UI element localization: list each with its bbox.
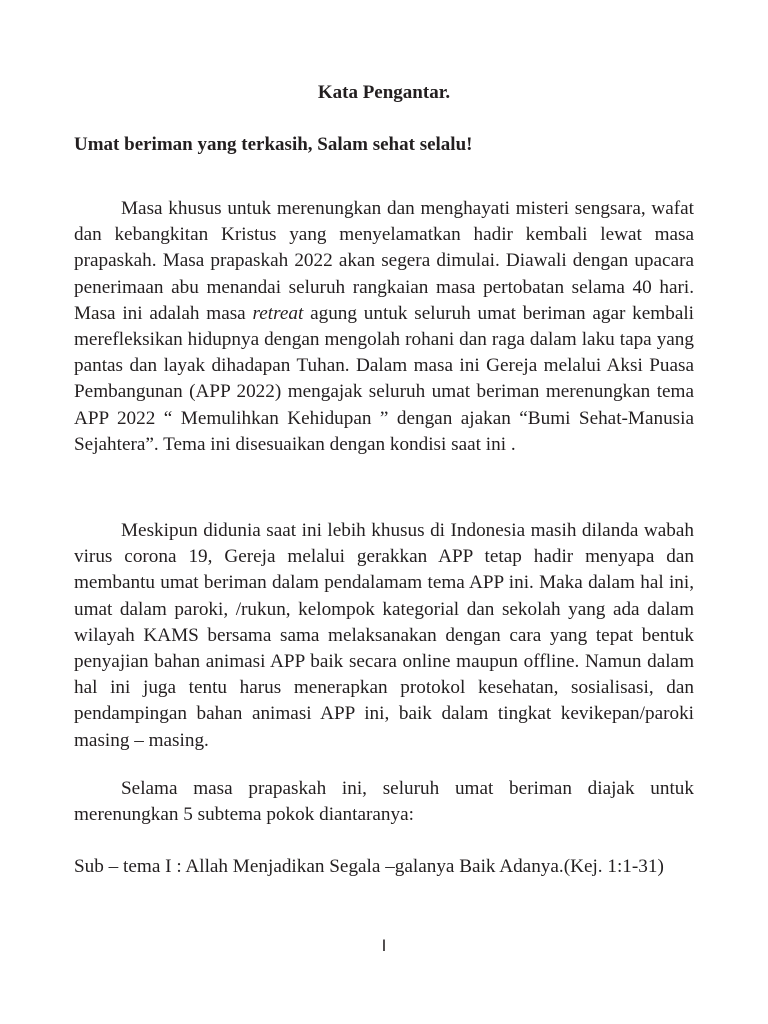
paragraph-intro-text-a: Masa khusus untuk merenungkan dan menghayati misteri sengsara, wafat dan kebangkitan Kristus yang menyelamatkan hadir kembali lewat masa prapaskah. Masa prapaskah 2022 akan segera dimulai. Diawali dengan upacara penerimaan abu menandai seluruh rangkaian masa pertobatan selama 40 hari. Masa ini adalah masa [74,198,694,324]
paragraph-intro-text-b: agung untuk seluruh umat beriman agar kembali merefleksikan hidupnya dengan mengolah rohani dan raga dalam laku tapa yang pantas dan layak dihadapan Tuhan. Dalam masa ini Gereja melalui Aksi Puasa Pembangunan (APP 2022) mengajak seluruh umat beriman merenungkan tema APP 2022 “ Memulihkan Kehidupan ” dengan ajakan “Bumi Sehat-Manusia Sejahtera”. Tema ini disesuaikan dengan kondisi saat ini . [74,302,694,455]
page-number: I [381,936,387,955]
greeting-line: Umat beriman yang terkasih, Salam sehat selalu! [74,134,473,155]
page-title: Kata Pengantar. [317,82,451,103]
retreat-italic-word: retreat [252,302,304,324]
indent-spacer [74,520,121,541]
paragraph-pandemic [74,518,694,754]
paragraph-subthemes-intro [74,776,694,828]
paragraph-pandemic-text: Meskipun didunia saat ini lebih khusus di Indonesia masih dilanda wabah virus corona 19, Gereja melalui gerakkan APP tetap hadir menyapa dan membantu umat beriman dalam pendalamam tema APP ini. Maka dalam hal ini, umat dalam paroki, /rukun, kelompok kategorial dan sekolah yang ada dalam wilayah KAMS bersama sama melaksanakan dengan cara yang tepat bentuk penyajian bahan animasi APP baik secara online maupun offline. Namun dalam hal ini juga tentu harus menerapkan protokol kesehatan, sosialisasi, dan pendampingan bahan animasi APP ini, baik dalam tingkat kevikepan/paroki masing – masing. [74,520,694,751]
indent-spacer [74,778,121,799]
paragraph-intro [74,196,694,458]
subtheme-item-1-text: Sub – tema I : Allah Menjadikan Segala –galanya Baik Adanya.(Kej. 1:1-31) [74,856,664,877]
subtheme-item-1 [74,854,694,880]
indent-spacer [74,198,121,219]
paragraph-subthemes-intro-text: Selama masa prapaskah ini, seluruh umat beriman diajak untuk merenungkan 5 subtema pokok diantaranya: [74,778,694,826]
